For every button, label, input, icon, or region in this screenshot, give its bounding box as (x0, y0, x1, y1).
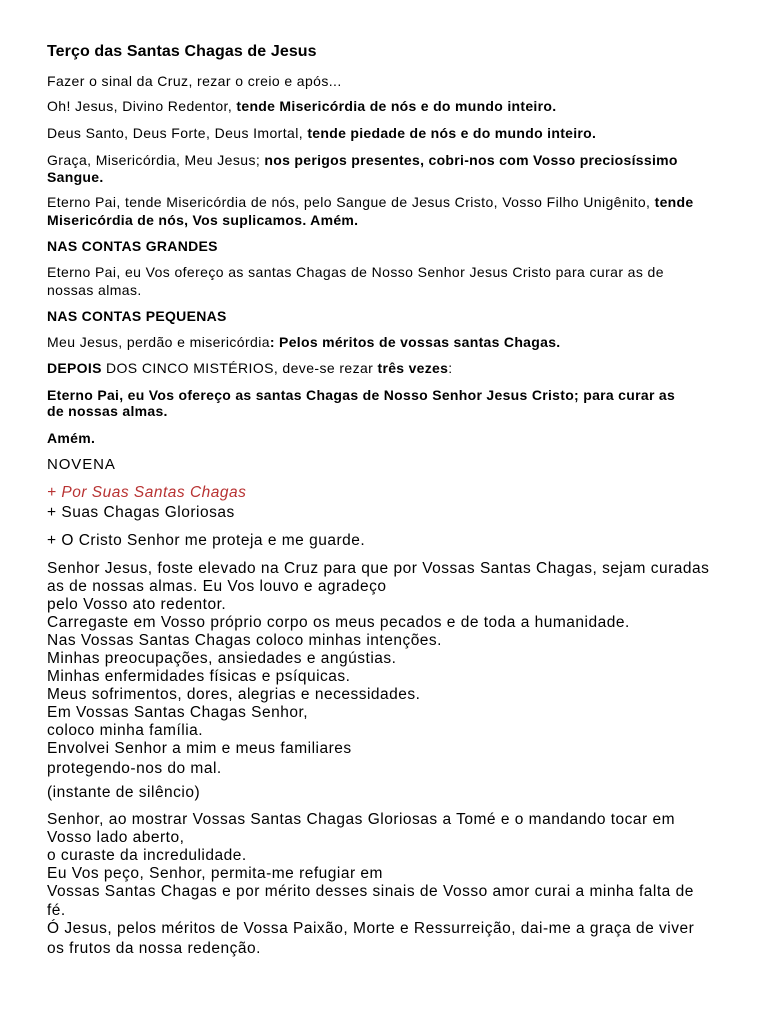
paragraph-line: fé. (47, 902, 66, 919)
prayer-text: Eterno Pai, tende Misericórdia de nós, pelo Sangue de Jesus Cristo, Vosso Filho Unigênito, (47, 194, 655, 210)
paragraph-line: Minhas preocupações, ansiedades e angústias. (47, 650, 397, 667)
prayer-response: Misericórdia de nós, Vos suplicamos. Amém. (47, 212, 359, 228)
prayer-response: : Pelos méritos de vossas santas Chagas. (269, 334, 561, 350)
silence-note: (instante de silêncio) (47, 784, 201, 801)
prayer-response: Sangue. (47, 169, 104, 185)
paragraph-line: Nas Vossas Santas Chagas coloco minhas intenções. (47, 632, 442, 649)
prayer-text: Meu Jesus, perdão e misericórdia (47, 334, 270, 350)
prayer-deus-santo (47, 124, 596, 142)
prayer-response: tende piedade de nós e do mundo inteiro. (307, 125, 597, 141)
intro-instruction: Fazer o sinal da Cruz, rezar o creio e após... (47, 73, 342, 89)
tres-vezes-label: três vezes (377, 360, 449, 376)
prayer-response: tende (654, 194, 694, 210)
paragraph-line: Vossas Santas Chagas e por mérito desses sinais de Vosso amor curai a minha falta de (47, 883, 694, 900)
paragraph-line: os frutos da nossa redenção. (47, 940, 261, 957)
final-prayer-line2: de nossas almas. (47, 403, 168, 419)
paragraph-line: as de nossas almas. Eu Vos louvo e agradeço (47, 578, 387, 595)
prayer-response: tende Misericórdia de nós e do mundo inteiro. (236, 98, 557, 114)
prayer-response: nos perigos presentes, cobri-nos com Vosso preciosíssimo (264, 152, 678, 168)
final-prayer-line1: Eterno Pai, eu Vos ofereço as santas Chagas de Nosso Senhor Jesus Cristo; para curar as (47, 387, 676, 403)
document-title: Terço das Santas Chagas de Jesus (47, 43, 317, 60)
prayer-text: Oh! Jesus, Divino Redentor, (47, 98, 237, 114)
paragraph-line: Eu Vos peço, Senhor, permita-me refugiar em (47, 865, 383, 882)
prayer-eterno-pai-line2 (47, 211, 358, 229)
depois-instruction (47, 359, 453, 377)
paragraph-line: Meus sofrimentos, dores, alegrias e necessidades. (47, 686, 421, 703)
paragraph-line: Senhor Jesus, foste elevado na Cruz para que por Vossas Santas Chagas, sejam curadas (47, 560, 710, 577)
paragraph-line: pelo Vosso ato redentor. (47, 596, 227, 613)
heading-novena: NOVENA (47, 456, 116, 473)
contas-grandes-line2: nossas almas. (47, 282, 142, 298)
contas-grandes-line1: Eterno Pai, eu Vos ofereço as santas Chagas de Nosso Senhor Jesus Cristo para curar as de (47, 264, 664, 280)
paragraph-line: Senhor, ao mostrar Vossas Santas Chagas Gloriosas a Tomé e o mandando tocar em (47, 811, 676, 828)
amen: Amém. (47, 430, 96, 446)
contas-pequenas-prayer (47, 333, 560, 351)
paragraph-line: Em Vossas Santas Chagas Senhor, (47, 704, 309, 721)
paragraph-line: Minhas enfermidades físicas e psíquicas. (47, 668, 351, 685)
heading-contas-pequenas: NAS CONTAS PEQUENAS (47, 308, 227, 324)
paragraph-line: Envolvei Senhor a mim e meus familiares (47, 740, 352, 757)
paragraph-line: coloco minha família. (47, 722, 204, 739)
depois-label: DEPOIS (47, 360, 102, 376)
paragraph-line: o curaste da incredulidade. (47, 847, 247, 864)
prayer-eterno-pai-line1 (47, 193, 693, 211)
paragraph-line: Carregaste em Vosso próprio corpo os meus pecados e de toda a humanidade. (47, 614, 630, 631)
prayer-text: Graça, Misericórdia, Meu Jesus; (47, 152, 265, 168)
depois-text: DOS CINCO MISTÉRIOS, deve-se rezar (101, 360, 378, 376)
prayer-graca-line2 (47, 168, 104, 186)
invocation-line: + Por Suas Santas Chagas (47, 484, 247, 501)
prayer-oh-jesus (47, 97, 556, 115)
prayer-text: Deus Santo, Deus Forte, Deus Imortal, (47, 125, 308, 141)
depois-colon: : (448, 360, 453, 376)
paragraph-line: Ó Jesus, pelos méritos de Vossa Paixão, Morte e Ressurreição, dai-me a graça de viver (47, 920, 695, 937)
invocation-line: + Suas Chagas Gloriosas (47, 504, 235, 521)
invocation-line: + O Cristo Senhor me proteja e me guarde. (47, 532, 366, 549)
paragraph-line: Vosso lado aberto, (47, 829, 185, 846)
prayer-graca-line1 (47, 151, 678, 169)
heading-contas-grandes: NAS CONTAS GRANDES (47, 238, 218, 254)
paragraph-line: protegendo-nos do mal. (47, 760, 222, 777)
